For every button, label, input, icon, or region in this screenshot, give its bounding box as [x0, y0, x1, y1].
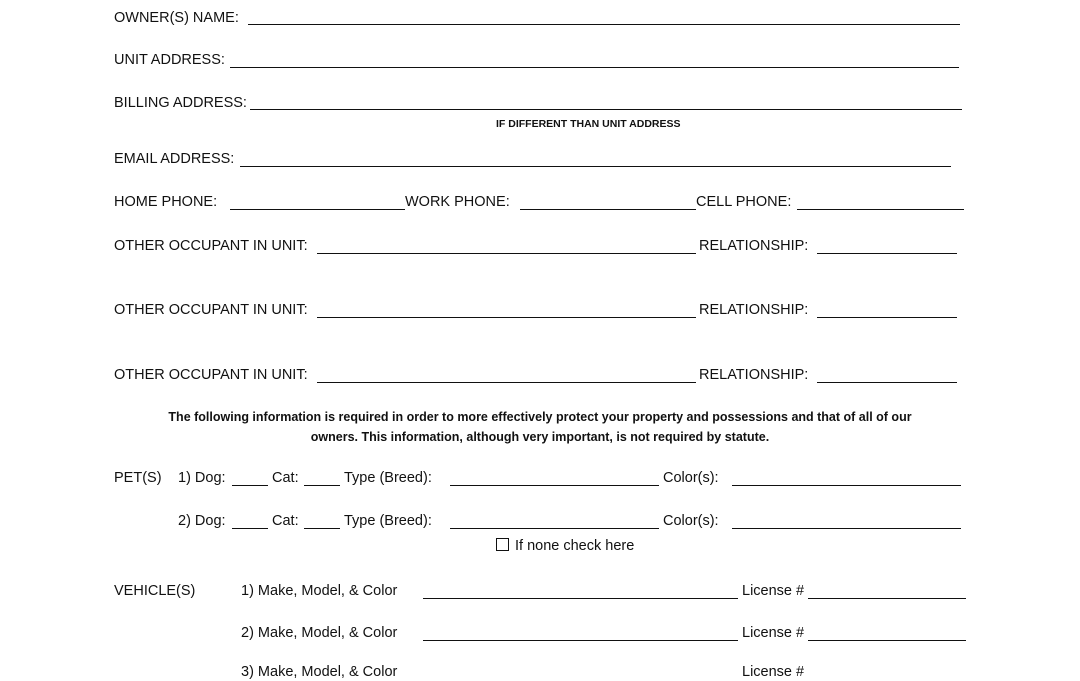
occupant-3-label: OTHER OCCUPANT IN UNIT: [114, 367, 308, 383]
pet-2-cat-field[interactable] [304, 528, 340, 529]
owner-name-field[interactable] [248, 24, 960, 25]
home-phone-field[interactable] [230, 209, 405, 210]
pet-2-cat-label: Cat: [272, 513, 299, 529]
relationship-2-label: RELATIONSHIP: [699, 302, 809, 318]
vehicle-1-make-label: 1) Make, Model, & Color [241, 583, 398, 599]
relationship-1-label: RELATIONSHIP: [699, 238, 809, 254]
billing-address-note: IF DIFFERENT THAN UNIT ADDRESS [496, 118, 681, 130]
pet-2-dog-field[interactable] [232, 528, 268, 529]
vehicle-1-license-label: License # [742, 583, 805, 599]
pet-1-cat-field[interactable] [304, 485, 340, 486]
pet-1-dog-field[interactable] [232, 485, 268, 486]
relationship-1-field[interactable] [817, 253, 957, 254]
relationship-3-label: RELATIONSHIP: [699, 367, 809, 383]
pet-2-type-label: Type (Breed): [344, 513, 432, 529]
vehicle-2-license-field[interactable] [808, 640, 966, 641]
billing-address-field[interactable] [250, 109, 962, 110]
unit-address-label: UNIT ADDRESS: [114, 52, 225, 68]
home-phone-label: HOME PHONE: [114, 194, 218, 210]
pet-1-color-label: Color(s): [663, 470, 719, 486]
billing-address-label: BILLING ADDRESS: [114, 95, 247, 111]
occupant-2-field[interactable] [317, 317, 696, 318]
pets-label: PET(S) [114, 470, 162, 486]
notice-line-1: The following information is required in order to more effectively protect your property and possessions and that of all of our [168, 410, 912, 424]
pet-1-type-label: Type (Breed): [344, 470, 432, 486]
pet-1-type-field[interactable] [450, 485, 659, 486]
work-phone-label: WORK PHONE: [405, 194, 510, 210]
vehicle-2-make-label: 2) Make, Model, & Color [241, 625, 398, 641]
occupant-1-field[interactable] [317, 253, 696, 254]
no-pets-checkbox[interactable] [496, 538, 509, 551]
pet-2-dog-label: 2) Dog: [178, 513, 226, 529]
unit-address-field[interactable] [230, 67, 959, 68]
pet-2-color-field[interactable] [732, 528, 961, 529]
no-pets-checkbox-row[interactable] [496, 538, 634, 554]
vehicle-2-make-field[interactable] [423, 640, 738, 641]
relationship-2-field[interactable] [817, 317, 957, 318]
pet-1-color-field[interactable] [732, 485, 961, 486]
cell-phone-label: CELL PHONE: [696, 194, 792, 210]
occupant-3-field[interactable] [317, 382, 696, 383]
notice-text [100, 407, 980, 447]
owner-name-label: OWNER(S) NAME: [114, 10, 239, 26]
cell-phone-field[interactable] [797, 209, 964, 210]
vehicle-1-license-field[interactable] [808, 598, 966, 599]
pet-1-dog-label: 1) Dog: [178, 470, 226, 486]
pet-2-color-label: Color(s): [663, 513, 719, 529]
notice-line-2: owners. This information, although very important, is not required by statute. [310, 430, 770, 444]
occupant-2-label: OTHER OCCUPANT IN UNIT: [114, 302, 308, 318]
email-address-field[interactable] [240, 166, 951, 167]
relationship-3-field[interactable] [817, 382, 957, 383]
vehicle-2-license-label: License # [742, 625, 805, 641]
occupant-1-label: OTHER OCCUPANT IN UNIT: [114, 238, 308, 254]
vehicle-1-make-field[interactable] [423, 598, 738, 599]
email-address-label: EMAIL ADDRESS: [114, 151, 235, 167]
vehicle-3-make-label: 3) Make, Model, & Color [241, 664, 398, 680]
vehicle-3-license-label: License # [742, 664, 805, 680]
vehicles-label: VEHICLE(S) [114, 583, 196, 599]
no-pets-checkbox-label: If none check here [515, 538, 635, 554]
pet-1-cat-label: Cat: [272, 470, 299, 486]
pet-2-type-field[interactable] [450, 528, 659, 529]
work-phone-field[interactable] [520, 209, 696, 210]
